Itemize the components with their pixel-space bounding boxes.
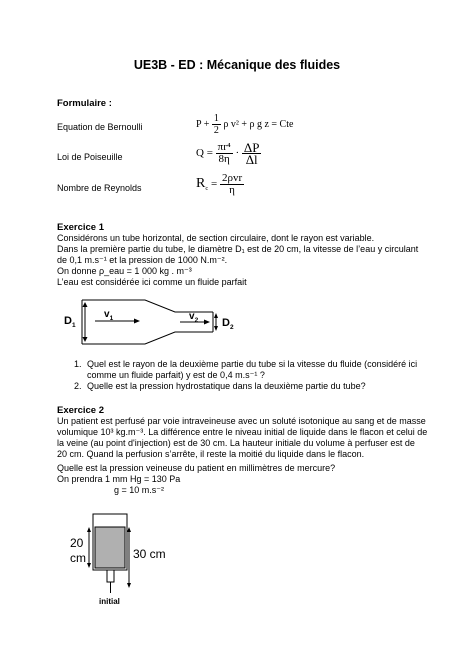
poiseuille-dot: · [235, 147, 240, 160]
initial-label: initial [99, 597, 120, 606]
reynolds-num: 2ρvr [221, 172, 243, 184]
poiseuille-den1: 8η [218, 153, 230, 165]
flacon-neck [107, 570, 114, 582]
reynolds-eq: = [210, 178, 218, 191]
reynolds-lhs: R [196, 176, 206, 192]
exercice2-given-1: On prendra 1 mm Hg = 130 Pa [57, 474, 181, 484]
d2-label: $D_2$ [222, 317, 234, 332]
h20-label-unit: cm [70, 551, 86, 565]
reynolds-den: η [229, 184, 235, 196]
question-1-number: 1. [74, 359, 82, 369]
flacon-liquid [95, 527, 125, 568]
poiseuille-num1: πr⁴ [217, 141, 231, 153]
exercice2-line-4: 20 cm. Quand la perfusion s’arrête, il reste la moitié du liquide dans le flacon. [57, 449, 365, 459]
h30-arrow-up [127, 527, 131, 532]
exercice1-line-3: de 0,1 m.s⁻¹ et la pression de 1000 N.m⁻². [57, 255, 228, 265]
question-1-line-2: comme un fluide parfait) y est de 0,4 m.s⁻¹ ? [87, 370, 265, 380]
poiseuille-lhs: Q = [196, 147, 213, 160]
bernoulli-pre: P + [196, 118, 210, 130]
d1-label: $D_1$ [64, 315, 76, 330]
h30-arrow-down [127, 583, 131, 588]
reynolds-label: Nombre de Reynolds [57, 183, 142, 193]
question-2-number: 2. [74, 381, 82, 391]
bernoulli-frac-den: 2 [213, 125, 219, 136]
exercice1-line-1: Considérons un tube horizontal, de section circulaire, dont le rayon est variable. [57, 233, 375, 243]
exercice1-line-4: On donne ρ_eau = 1 000 kg . m⁻³ [57, 266, 192, 276]
exercice2-question: Quelle est la pression veineuse du patient en millimètres de mercure? [57, 463, 336, 473]
bernoulli-label: Equation de Bernoulli [57, 122, 143, 132]
h30-label: 30 cm [133, 547, 166, 561]
exercice2-line-3: la veine (au point d'injection) est de 30 cm. La hauteur initiale du volume à perfuser est de [57, 438, 415, 448]
reynolds-sub: c [205, 185, 209, 193]
exercice2-line-1: Un patient est perfusé par voie intraveineuse avec un soluté isotonique au sang et de masse [57, 416, 426, 426]
exercice1-heading: Exercice 1 [57, 222, 105, 233]
exercice2-heading: Exercice 2 [57, 405, 105, 416]
v2-label: $v_2$ [189, 311, 199, 324]
bernoulli-post: ρ v² + ρ g z = Cte [223, 118, 294, 130]
exercice2-line-2: volumique 10³ kg.m⁻³. La différence entre le niveau initial de liquide dans le flacon et celui de [57, 427, 428, 437]
question-2-line-1: Quelle est la pression hydrostatique dans la deuxième partie du tube? [87, 381, 366, 391]
exercice1-line-2: Dans la première partie du tube, le diamètre D₁ est de 20 cm, la vitesse de l’eau y circulant [57, 244, 419, 254]
h20-arrow-up [87, 527, 91, 532]
poiseuille-label: Loi de Poiseuille [57, 152, 123, 162]
exercice2-given-2: g = 10 m.s⁻² [114, 485, 165, 495]
v1-label: $v_1$ [104, 309, 114, 322]
poiseuille-num2: ΔP [243, 140, 260, 155]
exercice1-line-5: L’eau est considérée ici comme un fluide parfait [57, 277, 247, 287]
question-1-line-1: Quel est le rayon de la deuxième partie du tube si la vitesse du fluide (considéré ici [87, 359, 418, 369]
formulaire-heading: Formulaire : [57, 98, 112, 109]
poiseuille-den2: Δl [245, 152, 258, 167]
h20-label-value: 20 [70, 536, 84, 550]
page-title: UE3B - ED : Mécanique des fluides [133, 58, 341, 72]
h20-arrow-down [87, 563, 91, 568]
bernoulli-frac-num: 1 [213, 113, 219, 124]
